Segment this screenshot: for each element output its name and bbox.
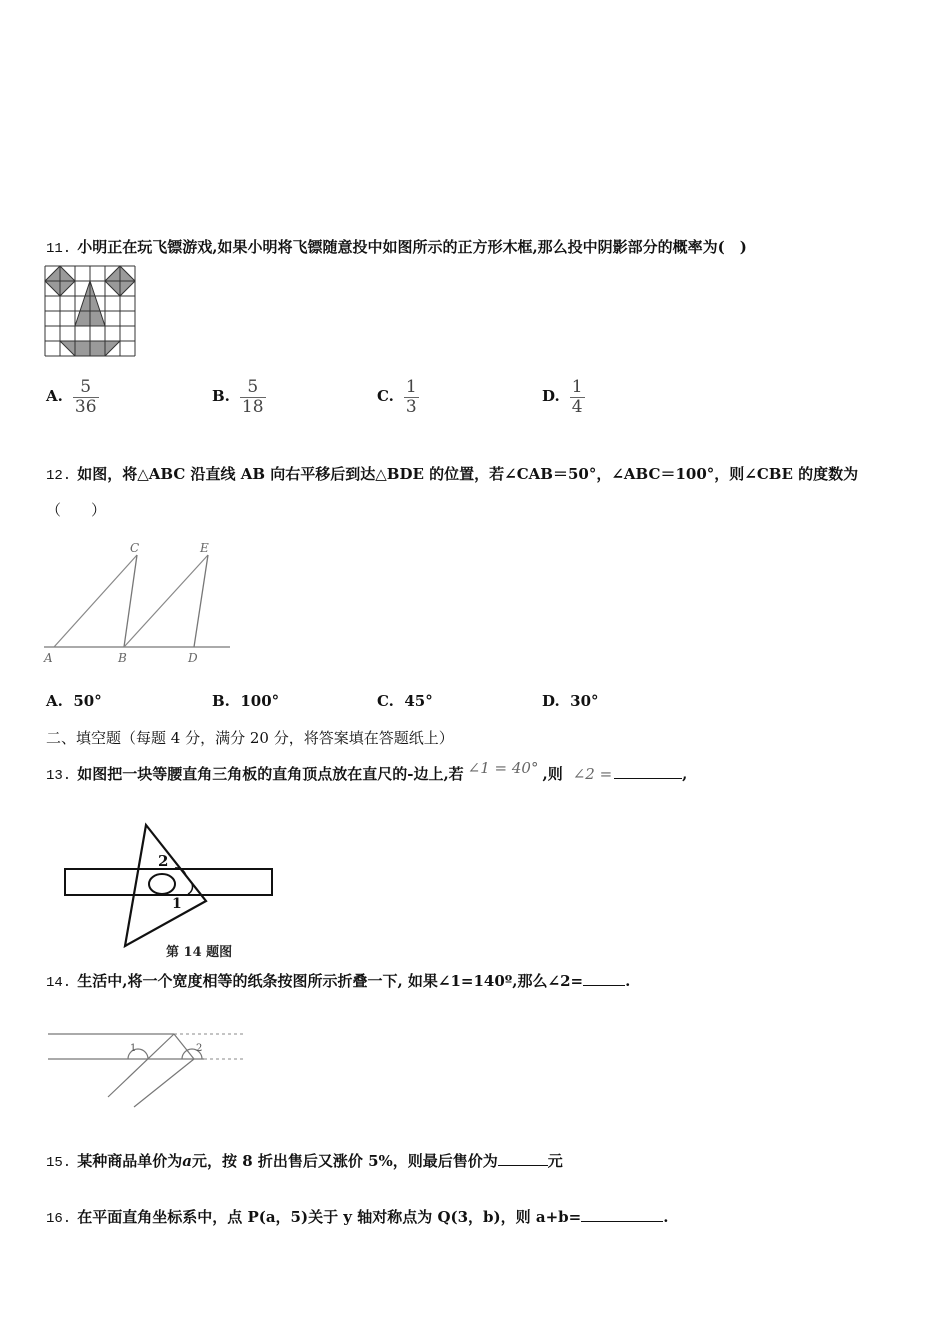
option-label: A.	[46, 387, 63, 406]
label-b: B	[118, 651, 127, 665]
question-stem: 在平面直角坐标系中，点 P(a，5)关于 y 轴对称点为 Q(3，b)，则 a+b=	[77, 1208, 582, 1226]
question-14-text	[46, 970, 630, 991]
option-value: 30°	[570, 692, 599, 710]
option-value: 50°	[73, 692, 102, 710]
option-label: D.	[542, 692, 560, 710]
fold-edge-1	[108, 1034, 174, 1097]
angle-arc-1	[188, 884, 193, 894]
question-number: 16.	[46, 1211, 72, 1227]
option-label: A.	[46, 692, 63, 710]
option-label: D.	[542, 387, 560, 406]
question-stem: 小明正在玩飞镖游戏,如果小明将飞镖随意投中如图所示的正方形木框,那么投中阴影部分的概率为( )	[77, 238, 747, 256]
stem-middle: ,则	[542, 765, 563, 783]
angle-two-math: ∠2 =	[572, 765, 613, 783]
question-12-text	[46, 463, 858, 484]
option-value: 45°	[404, 692, 433, 710]
question-number: 14.	[46, 975, 72, 991]
option-value: 100°	[240, 692, 280, 710]
option-label: B.	[212, 692, 230, 710]
stem-end: .	[625, 972, 631, 990]
triangle-hole	[149, 874, 175, 894]
ruler	[65, 869, 272, 895]
fraction	[73, 378, 99, 416]
fraction	[240, 378, 266, 416]
denominator: 36	[74, 396, 97, 417]
stem-part-a: 某种商品单价为	[77, 1152, 183, 1170]
question-stem: 如图把一块等腰直角三角板的直角顶点放在直尺的-边上,若	[77, 765, 464, 783]
fraction	[570, 378, 585, 416]
angle-label-2: 2	[196, 1043, 203, 1054]
question-number: 12.	[46, 468, 72, 484]
question-11-text	[46, 236, 747, 257]
answer-blank[interactable]	[614, 764, 682, 779]
answer-blank[interactable]	[581, 1207, 663, 1222]
angle-one-math: ∠1 = 40°	[467, 759, 539, 777]
variable-a: a	[182, 1152, 192, 1170]
q11-option-a[interactable]	[46, 378, 99, 416]
question-stem: 生活中,将一个宽度相等的纸条按图所示折叠一下, 如果∠1=140º,那么∠2=	[77, 972, 584, 990]
dartboard-grid-figure	[44, 265, 136, 357]
option-label: C.	[377, 387, 394, 406]
set-square	[125, 825, 206, 946]
segment-ac	[54, 555, 137, 647]
answer-blank[interactable]	[583, 971, 625, 986]
question-number: 13.	[46, 768, 72, 784]
question-number: 15.	[46, 1155, 72, 1171]
denominator: 3	[405, 396, 417, 417]
answer-blank[interactable]	[498, 1151, 548, 1166]
question-16-text	[46, 1206, 668, 1227]
option-label: B.	[212, 387, 230, 406]
question-13-text	[46, 759, 688, 784]
triangle-ruler-figure	[62, 820, 278, 960]
stem-end: 元	[547, 1152, 563, 1170]
numerator: 1	[405, 377, 417, 397]
angle-label-1: 1	[172, 896, 182, 912]
q11-option-d[interactable]	[542, 378, 585, 416]
fraction	[404, 378, 419, 416]
label-c: C	[130, 541, 140, 555]
label-e: E	[200, 541, 209, 555]
segment-bc	[124, 555, 137, 647]
answer-parentheses: （ ）	[46, 501, 107, 519]
fold-edge-2	[134, 1059, 194, 1107]
section-heading: 二、填空题（每题 4 分，满分 20 分，将答案填在答题纸上）	[46, 729, 454, 747]
label-a: A	[44, 651, 53, 665]
q12-option-d[interactable]	[542, 692, 599, 710]
denominator: 4	[571, 396, 583, 417]
stem-part-b: 元，按 8 折出售后又涨价 5%，则最后售价为	[191, 1152, 498, 1170]
q11-option-c[interactable]	[377, 378, 419, 416]
figure-caption: 第 14 题图	[166, 945, 233, 960]
question-15-text	[46, 1150, 563, 1171]
q12-option-b[interactable]	[212, 692, 279, 710]
q11-option-b[interactable]	[212, 378, 266, 416]
numerator: 1	[571, 377, 583, 397]
stem-end: ,	[682, 765, 688, 783]
folded-paper-strip-figure	[44, 1025, 248, 1115]
question-stem: 如图，将△ABC 沿直线 AB 向右平移后到达△BDE 的位置，若∠CAB＝50°，∠ABC＝100°，则∠CBE 的度数为	[77, 465, 859, 483]
numerator: 5	[73, 378, 99, 398]
numerator: 5	[240, 378, 266, 398]
label-d: D	[188, 651, 198, 665]
fold-crease	[174, 1034, 194, 1059]
q12-option-c[interactable]	[377, 692, 433, 710]
q12-option-a[interactable]	[46, 692, 102, 710]
translated-triangles-figure	[40, 538, 240, 666]
question-number: 11.	[46, 241, 72, 257]
angle-label-1: 1	[130, 1043, 137, 1054]
angle-label-2: 2	[158, 852, 169, 870]
stem-end: .	[663, 1208, 669, 1226]
segment-be	[124, 555, 208, 647]
denominator: 18	[241, 396, 264, 417]
option-label: C.	[377, 692, 394, 710]
